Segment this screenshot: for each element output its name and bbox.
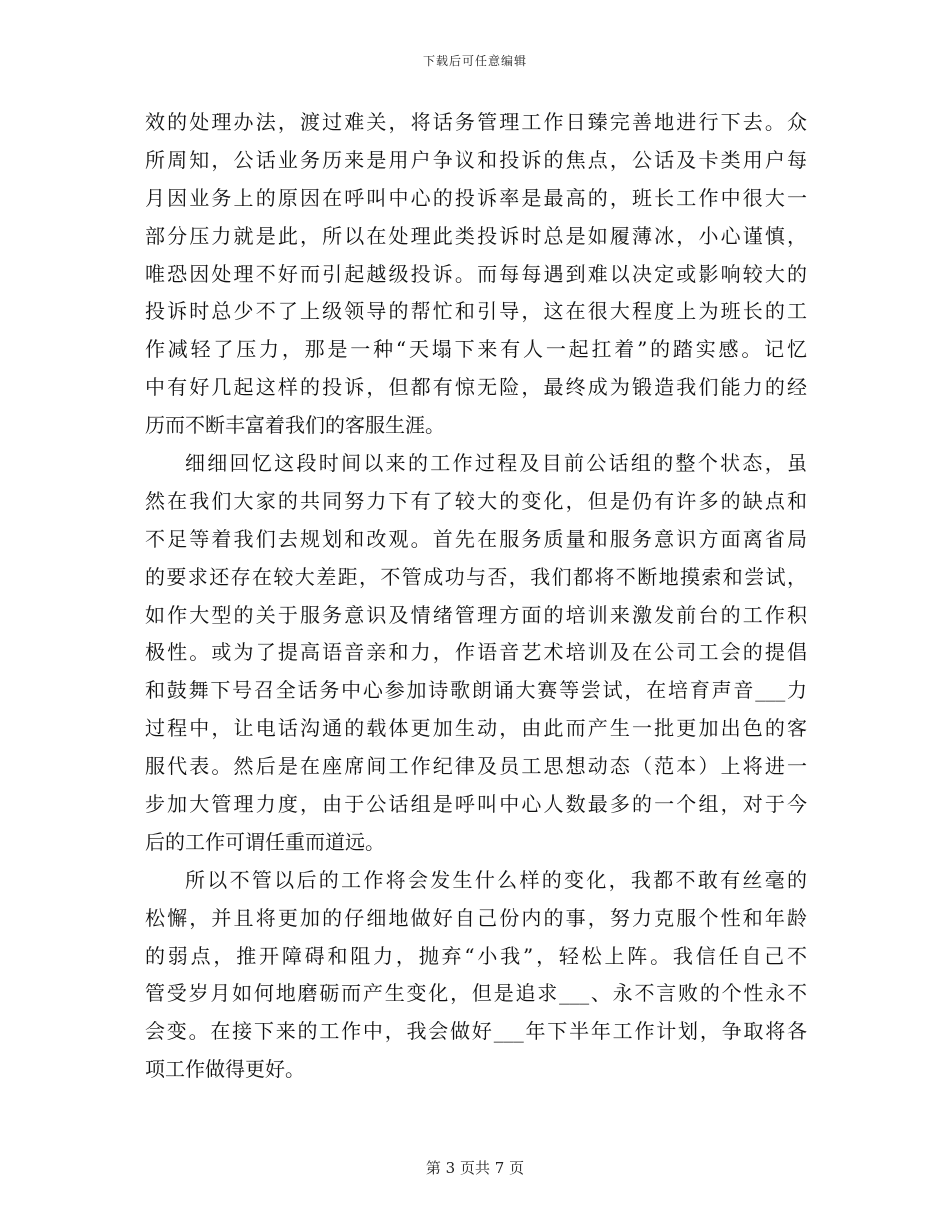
text-line: 作减轻了压力，那是一种“天塌下来有人一起扛着”的踏实感。记忆 — [145, 337, 807, 362]
text-line: 中有好几起这样的投诉，但都有惊无险，最终成为锻造我们能力的经 — [145, 375, 807, 400]
document-body — [145, 104, 807, 1089]
page-header: 下载后可任意编辑 — [422, 54, 527, 68]
text-line: 后的工作可谓任重而道远。 — [145, 829, 385, 854]
text-line: 极性。或为了提高语音亲和力，作语音艺术培训及在公司工会的提倡 — [145, 640, 807, 665]
text-line: 管受岁月如何地磨砺而产生变化，但是追求___、永不言败的个性永不 — [145, 981, 807, 1006]
text-line: 所周知，公话业务历来是用户争议和投诉的焦点，公话及卡类用户每 — [145, 147, 807, 172]
text-line: 不足等着我们去规划和改观。首先在服务质量和服务意识方面离省局 — [145, 526, 807, 551]
paragraph-2 — [145, 445, 807, 862]
text-line: 如作大型的关于服务意识及情绪管理方面的培训来激发前台的工作积 — [145, 602, 807, 627]
text-line: 松懈，并且将更加的仔细地做好自己份内的事，努力克服个性和年龄 — [145, 905, 807, 930]
text-line: 会变。在接下来的工作中，我会做好___年下半年工作计划，争取将各 — [145, 1019, 807, 1044]
text-line: 和鼓舞下号召全话务中心参加诗歌朗诵大赛等尝试，在培育声音___力 — [145, 678, 807, 703]
text-line: 历而不断丰富着我们的客服生涯。 — [145, 413, 445, 438]
text-line: 部分压力就是此，所以在处理此类投诉时总是如履薄冰，小心谨慎， — [145, 223, 807, 248]
text-line: 项工作做得更好。 — [145, 1057, 305, 1082]
text-line: 然在我们大家的共同努力下有了较大的变化，但是仍有许多的缺点和 — [145, 488, 807, 513]
paragraph-1 — [145, 104, 807, 445]
text-line: 唯恐因处理不好而引起越级投诉。而每每遇到难以决定或影响较大的 — [145, 261, 807, 286]
text-line: 所以不管以后的工作将会发生什么样的变化，我都不敢有丝毫的 — [185, 867, 807, 892]
text-line: 步加大管理力度，由于公话组是呼叫中心人数最多的一个组，对于今 — [145, 792, 807, 817]
text-line: 效的处理办法，渡过难关，将话务管理工作日臻完善地进行下去。众 — [145, 110, 807, 134]
text-line: 过程中，让电话沟通的载体更加生动，由此而产生一批更加出色的客 — [145, 716, 807, 741]
text-line: 月因业务上的原因在呼叫中心的投诉率是最高的，班长工作中很大一 — [145, 185, 807, 210]
page-footer: 第 3 页共 7 页 — [425, 1159, 525, 1177]
text-line: 服代表。然后是在座席间工作纪律及员工思想动态（范本）上将进一 — [145, 754, 807, 779]
text-line: 细细回忆这段时间以来的工作过程及目前公话组的整个状态，虽 — [185, 451, 807, 476]
paragraph-3 — [145, 862, 807, 1089]
text-line: 的要求还存在较大差距，不管成功与否，我们都将不断地摸索和尝试， — [145, 564, 807, 589]
text-line: 投诉时总少不了上级领导的帮忙和引导，这在很大程度上为班长的工 — [145, 299, 807, 324]
text-line: 的弱点，推开障碍和阻力，抛弃“小我”，轻松上阵。我信任自己不 — [145, 943, 807, 968]
